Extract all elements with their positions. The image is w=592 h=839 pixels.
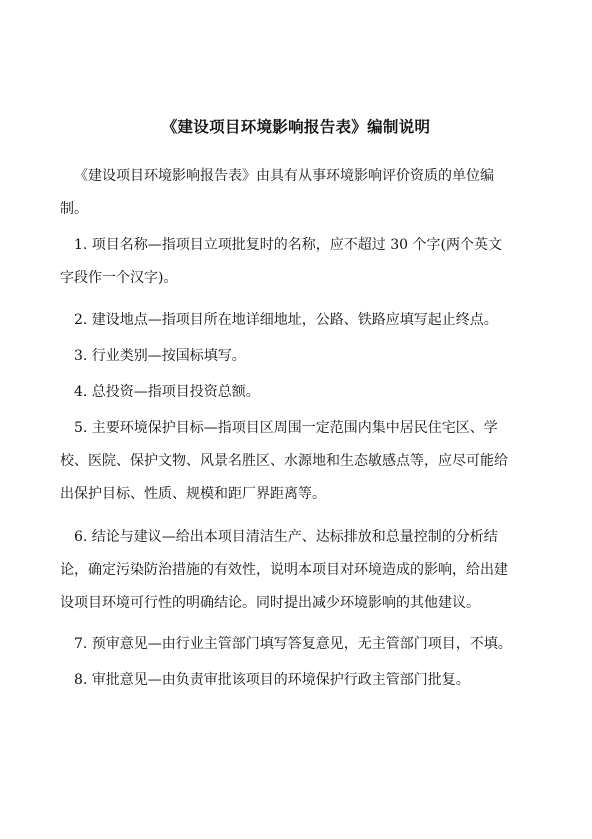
item-7	[60, 628, 522, 661]
item-8-line-1: 8. 审批意见—由负责审批该项目的环境保护行政主管部门批复。	[74, 672, 470, 688]
item-5-line-2: 校、医院、保护文物、风景名胜区、水源地和生态敏感点等，应尽可能给	[60, 453, 508, 469]
item-2	[60, 304, 522, 337]
item-3-line-1: 3. 行业类别—按国标填写。	[74, 348, 246, 364]
item-4	[60, 376, 522, 409]
item-2-line-1: 2. 建设地点—指项目所在地详细地址，公路、铁路应填写起止终点。	[74, 312, 498, 328]
item-6-line-3: 设项目环境可行性的明确结论。同时提出减少环境影响的其他建议。	[60, 595, 480, 611]
intro-paragraph	[60, 160, 522, 226]
item-1-line-1: 1. 项目名称—指项目立项批复时的名称，应不超过 30 个字(两个英文	[74, 237, 502, 253]
item-8	[60, 664, 522, 697]
item-1	[60, 229, 522, 295]
item-6-line-1: 6. 结论与建议—给出本项目清洁生产、达标排放和总量控制的分析结	[74, 529, 498, 545]
document-title: 《建设项目环境影响报告表》编制说明	[161, 117, 431, 136]
item-1-line-2: 字段作一个汉字)。	[60, 270, 178, 286]
intro-line-1: 《建设项目环境影响报告表》由具有从事环境影响评价资质的单位编	[74, 168, 494, 184]
item-6	[60, 521, 522, 620]
item-6-line-2: 论，确定污染防治措施的有效性，说明本项目对环境造成的影响，给出建	[60, 562, 508, 578]
item-5-line-1: 5. 主要环境保护目标—指项目区周围一定范围内集中居民住宅区、学	[74, 420, 498, 436]
item-5	[60, 412, 522, 511]
item-3	[60, 340, 522, 373]
item-5-line-3: 出保护目标、性质、规模和距厂界距离等。	[60, 486, 326, 502]
item-7-line-1: 7. 预审意见—由行业主管部门填写答复意见，无主管部门项目，不填。	[74, 636, 512, 652]
intro-line-2: 制。	[60, 201, 88, 217]
item-4-line-1: 4. 总投资—指项目投资总额。	[74, 384, 260, 400]
